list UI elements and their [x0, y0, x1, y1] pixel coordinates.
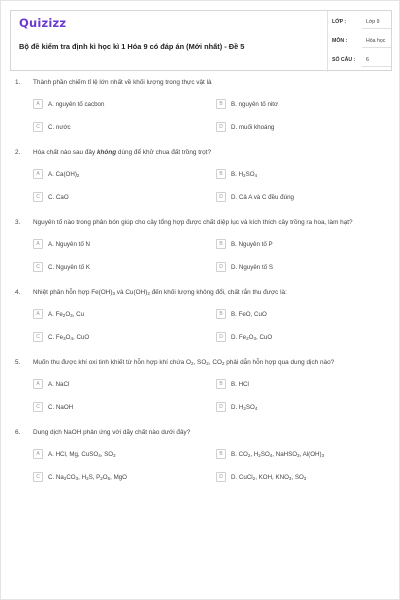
question-6 — [15, 429, 389, 493]
worksheet-title: Bộ đề kiểm tra định kì học kì 1 Hóa 9 có đáp án (Mới nhất) - Đề 5 — [19, 42, 245, 51]
option-letter-box[interactable]: B — [216, 379, 226, 389]
option-b[interactable] — [216, 169, 386, 179]
question-text: Nhiệt phân hỗn hợp $Fe(OH)_3$ và $Cu(OH)_2$ đến khối lượng không đổi, chất rắn thu được là: — [33, 289, 287, 296]
option-letter-box[interactable]: C — [33, 192, 43, 202]
question-5 — [15, 359, 389, 423]
option-text: C. $Fe_3O_4$, CuO — [48, 333, 90, 341]
option-b[interactable] — [216, 309, 386, 319]
option-text: D. $Fe_2O_3$, CuO — [231, 333, 273, 341]
option-text: D. muối khoáng — [231, 123, 275, 131]
option-a[interactable] — [33, 379, 203, 389]
meta-count-value: 6 — [366, 57, 369, 63]
option-c[interactable] — [33, 262, 203, 272]
question-number: 2. — [15, 149, 21, 156]
option-a[interactable] — [33, 99, 203, 109]
option-letter-box[interactable]: D — [216, 122, 226, 132]
question-text: Hóa chất nào sau đây không dùng để khử chua đất trồng trọt? — [33, 149, 212, 156]
question-number: 5. — [15, 359, 21, 366]
option-c[interactable] — [33, 122, 203, 132]
option-text: C. Nguyên tố K — [48, 263, 90, 271]
option-text: B. $H_2SO_4$ — [231, 170, 258, 178]
question-1 — [15, 79, 389, 143]
option-d[interactable] — [216, 262, 386, 272]
option-d[interactable] — [216, 122, 386, 132]
question-number: 6. — [15, 429, 21, 436]
option-text: B. FeO, CuO — [231, 310, 267, 318]
option-text: D. CuCl$_2$, KOH, $KNO_3$, $SO_3$ — [231, 473, 307, 481]
option-letter-box[interactable]: C — [33, 262, 43, 272]
question-text: Dung dịch NaOH phản ứng với dãy chất nào dưới đây? — [33, 429, 191, 436]
option-b[interactable] — [216, 239, 386, 249]
option-letter-box[interactable]: C — [33, 472, 43, 482]
option-letter-box[interactable]: A — [33, 309, 43, 319]
option-a[interactable] — [33, 309, 203, 319]
option-letter-box[interactable]: B — [216, 99, 226, 109]
option-text: D. $H_2SO_4$ — [231, 403, 258, 411]
option-text: B. $CO_2$, $H_2SO_4$, NaHSO$_3$, $Al(OH)_3$ — [231, 450, 325, 458]
meta-count — [328, 51, 394, 69]
option-c[interactable] — [33, 192, 203, 202]
question-4 — [15, 289, 389, 353]
option-letter-box[interactable]: B — [216, 309, 226, 319]
question-number: 1. — [15, 79, 21, 86]
option-letter-box[interactable]: A — [33, 379, 43, 389]
meta-class — [328, 13, 394, 31]
option-a[interactable] — [33, 169, 203, 179]
option-b[interactable] — [216, 449, 386, 459]
option-d[interactable] — [216, 472, 386, 482]
question-text: Muốn thu được khí oxi tinh khiết từ hỗn hợp khí chứa $O_2$, $SO_2$, $CO_2$ phải dẫn hỗn hợp qua dung dịch nào? — [33, 359, 335, 366]
option-text: D. Nguyên tố S — [231, 263, 273, 271]
option-text: C. nước — [48, 123, 71, 131]
option-a[interactable] — [33, 449, 203, 459]
option-letter-box[interactable]: D — [216, 192, 226, 202]
question-2 — [15, 149, 389, 213]
option-d[interactable] — [216, 332, 386, 342]
option-text: C. CaO — [48, 193, 69, 201]
option-c[interactable] — [33, 402, 203, 412]
option-text: A. $Fe_2O_3$, Cu — [48, 310, 85, 318]
option-text: A. HCl, Mg, CuSO$_4$, $SO_2$ — [48, 450, 116, 458]
option-letter-box[interactable]: C — [33, 332, 43, 342]
meta-class-value: Lớp 9 — [366, 19, 380, 25]
option-letter-box[interactable]: D — [216, 332, 226, 342]
option-letter-box[interactable]: D — [216, 402, 226, 412]
option-letter-box[interactable]: B — [216, 449, 226, 459]
option-text: A. NaCl — [48, 380, 70, 388]
option-text: A. Nguyên tố N — [48, 240, 90, 248]
option-text: C. $Na_2CO_3$, $H_2S$, $P_2O_5$, MgO — [48, 473, 127, 481]
option-d[interactable] — [216, 192, 386, 202]
meta-subject-value: Hóa học — [366, 38, 386, 44]
option-text: B. nguyên tố nitơ — [231, 100, 279, 108]
option-c[interactable] — [33, 332, 203, 342]
option-letter-box[interactable]: A — [33, 169, 43, 179]
worksheet-meta — [327, 11, 393, 72]
meta-subject — [328, 32, 394, 50]
meta-count-label: SỐ CÂU : — [332, 57, 356, 63]
option-text: A. $Ca(OH)_2$ — [48, 170, 80, 178]
option-a[interactable] — [33, 239, 203, 249]
option-letter-box[interactable]: C — [33, 402, 43, 412]
worksheet-header — [10, 10, 392, 71]
option-text: B. Nguyên tố P — [231, 240, 273, 248]
option-letter-box[interactable]: B — [216, 239, 226, 249]
option-text: C. NaOH — [48, 403, 74, 411]
question-number: 3. — [15, 219, 21, 226]
option-text: D. Cả A và C đều đúng — [231, 193, 294, 201]
option-letter-box[interactable]: A — [33, 449, 43, 459]
question-text: Thành phần chiếm tỉ lệ lớn nhất về khối lượng trong thực vật là — [33, 79, 212, 86]
question-3 — [15, 219, 389, 283]
option-text: A. nguyên tố cacbon — [48, 100, 105, 108]
question-number: 4. — [15, 289, 21, 296]
option-b[interactable] — [216, 99, 386, 109]
option-letter-box[interactable]: A — [33, 239, 43, 249]
option-c[interactable] — [33, 472, 203, 482]
option-d[interactable] — [216, 402, 386, 412]
option-letter-box[interactable]: D — [216, 472, 226, 482]
quizizz-logo: Quizizz — [19, 16, 67, 30]
option-b[interactable] — [216, 379, 386, 389]
option-text: B. HCl — [231, 380, 249, 388]
option-letter-box[interactable]: B — [216, 169, 226, 179]
option-letter-box[interactable]: A — [33, 99, 43, 109]
question-text: Nguyên tố nào trong phân bón giúp cho cây tổng hợp được chất diệp lục và kích thích cây trồng ra hoa, làm hạt? — [33, 219, 353, 226]
option-letter-box[interactable]: C — [33, 122, 43, 132]
option-letter-box[interactable]: D — [216, 262, 226, 272]
meta-class-label: LỚP : — [332, 19, 347, 25]
meta-subject-label: MÔN : — [332, 38, 348, 44]
